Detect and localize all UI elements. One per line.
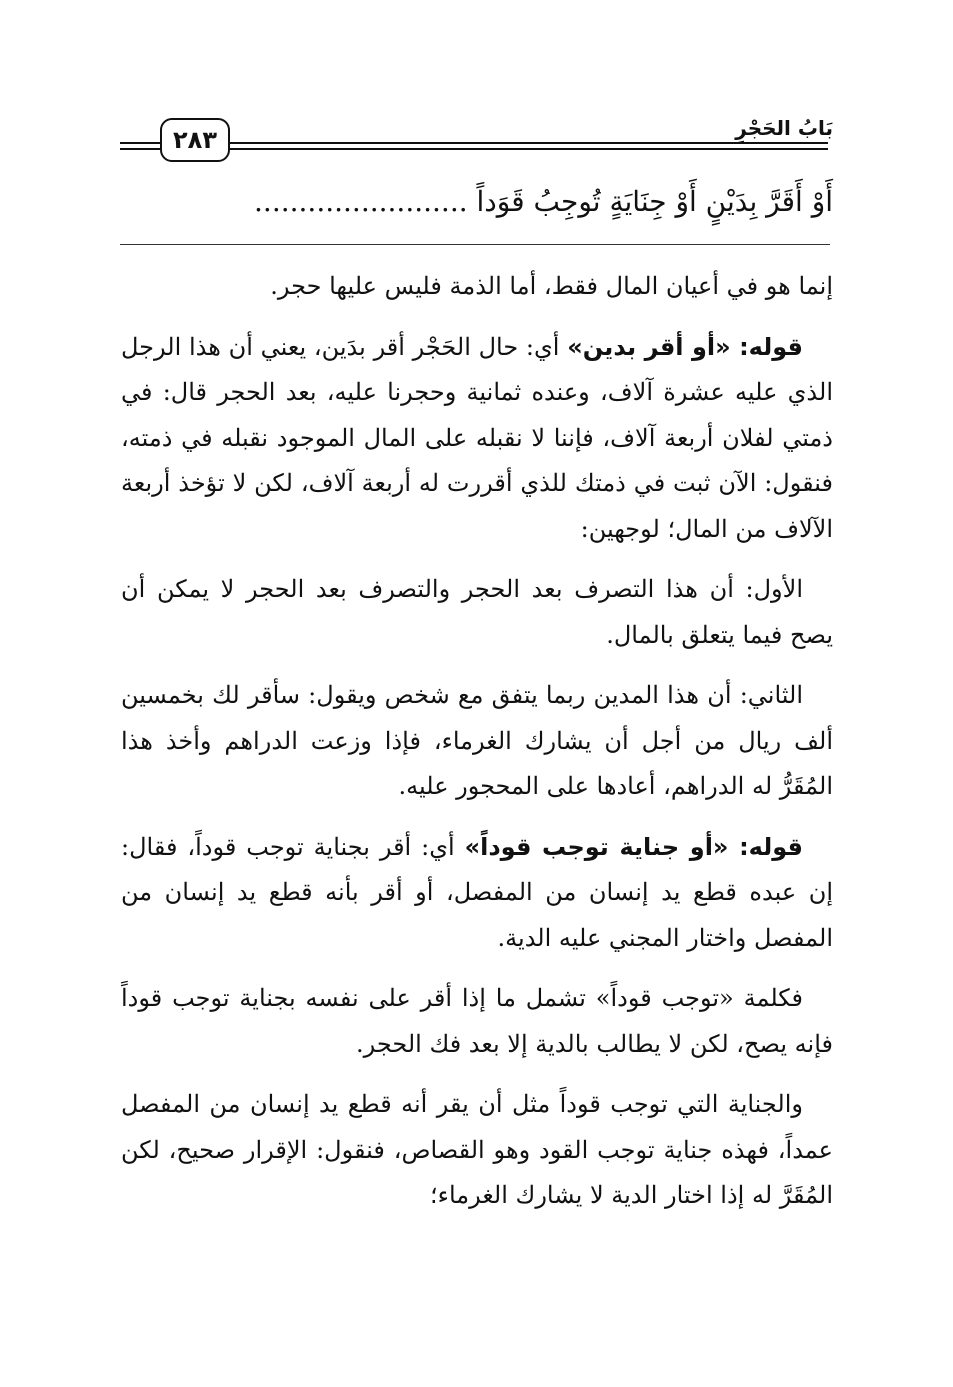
paragraph-5	[121, 825, 833, 962]
paragraph-text: الثاني: أن هذا المدين ربما يتفق مع شخص ويقول: سأقر لك بخمسين ألف ريال من أجل أن يشارك الغرماء، فإذا وزعت الدراهم وأخذ هذا المُقَرُّ له الدراهم، أعادها على المحجور عليه.	[121, 681, 833, 800]
page-number-box	[160, 118, 230, 162]
paragraph-text: أي: حال الحَجْر أقر بدَين، يعني أن هذا الرجل الذي عليه عشرة آلاف، وعنده ثمانية وحجرنا عليه، بعد الحجر قال: في ذمتي لفلان أربعة آلاف، فإننا لا نقبله على المال الموجود نقبله في ذمته، فنقول: الآن ثبت في ذمتك للذي أقررت له أربعة آلاف، لكن لا تؤخذ أربعة الآلاف من المال؛ لوجهين:	[121, 332, 833, 543]
paragraph-4	[121, 673, 833, 810]
paragraph-6	[121, 976, 833, 1067]
paragraph-1	[121, 264, 833, 310]
paragraph-text: فكلمة «توجب قوداً» تشمل ما إذا أقر على نفسه بجناية توجب قوداً فإنه يصح، لكن لا يطالب بالدية إلا بعد فك الحجر.	[121, 984, 833, 1058]
header-rule-right-top	[228, 142, 828, 144]
paragraph-2	[121, 325, 833, 553]
paragraph-text: إنما هو في أعيان المال فقط، أما الذمة فليس عليها حجر.	[270, 272, 833, 300]
header-rule-left-top	[120, 142, 160, 144]
paragraph-7	[121, 1082, 833, 1219]
paragraph-text: والجناية التي توجب قوداً مثل أن يقر أنه قطع يد إنسان من المفصل عمداً، فهذه جناية توجب القود وهو القصاص، فنقول: الإقرار صحيح، لكن المُقَرَّ له إذا اختار الدية لا يشارك الغرماء؛	[121, 1090, 833, 1209]
paragraph-lead: قوله: «أو جناية توجب قوداً»	[464, 832, 803, 861]
commentary-body	[121, 264, 833, 1234]
header-rule-left-bottom	[120, 148, 160, 150]
matn-line: أَوْ أَقَرَّ بِدَيْنٍ أَوْ جِنَايَةٍ تُوجِبُ قَوَداً ........................	[254, 185, 833, 218]
header-rule-right-bottom	[228, 148, 828, 150]
matn-divider	[120, 244, 830, 245]
paragraph-text: الأول: أن هذا التصرف بعد الحجر والتصرف بعد الحجر لا يمكن أن يصح فيما يتعلق بالمال.	[121, 575, 833, 649]
paragraph-3	[121, 567, 833, 658]
chapter-title: بَابُ الحَجْرِ	[735, 116, 833, 140]
paragraph-lead: قوله: «أو أقر بدين»	[567, 332, 803, 361]
page-number: ٢٨٣	[173, 126, 217, 154]
paragraph-text: أي: أقر بجناية توجب قوداً، فقال: إن عبده قطع يد إنسان من المفصل، أو أقر بأنه قطع يد إنسان من المفصل واختار المجني عليه الدية.	[121, 832, 833, 952]
